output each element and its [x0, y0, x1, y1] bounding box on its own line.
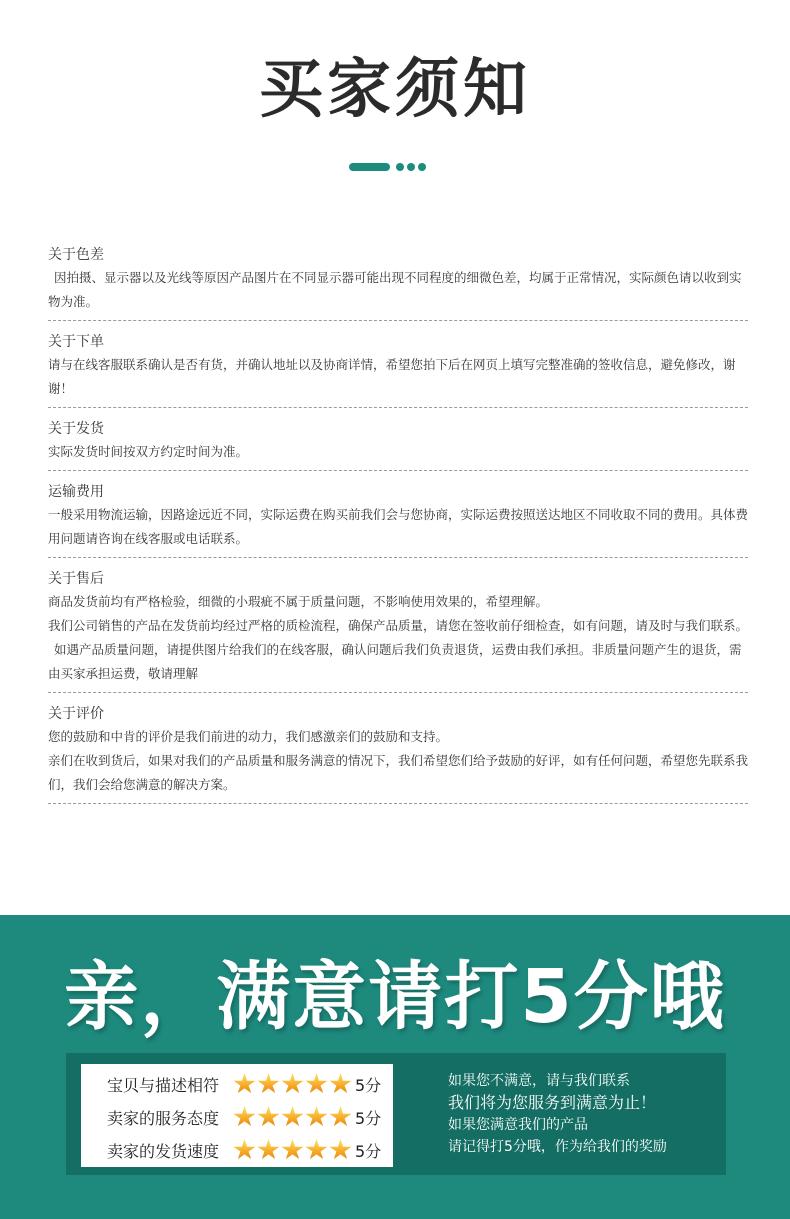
section-title: 关于下单 — [48, 334, 104, 350]
rating-box — [81, 1064, 393, 1167]
star-icon — [281, 1139, 304, 1161]
star-icon — [329, 1073, 352, 1095]
rating-row-delivery — [107, 1137, 381, 1163]
star-icon — [233, 1139, 256, 1161]
star-icon — [281, 1073, 304, 1095]
rating-label: 卖家的服务态度 — [107, 1108, 220, 1128]
star-icon — [257, 1073, 280, 1095]
star-icon — [257, 1106, 280, 1128]
rating-label: 宝贝与描述相符 — [107, 1075, 220, 1095]
section-title: 关于售后 — [48, 571, 104, 587]
star-icon — [281, 1106, 304, 1128]
star-icon — [233, 1106, 256, 1128]
star-icon — [305, 1106, 328, 1128]
contact-line: 我们将为您服务到满意为止！ — [448, 1093, 657, 1112]
section-title: 关于发货 — [48, 421, 104, 437]
decoration-dot — [396, 163, 404, 171]
section-text: 实际发货时间按双方约定时间为准。 — [48, 444, 249, 459]
section-text: 请与在线客服联系确认是否有货，并确认地址以及协商详情，希望您拍下后在网页上填写完整准确的签收信息，避免修改，谢谢！ — [48, 357, 736, 396]
rating-score: 5分 — [355, 1108, 382, 1128]
section-title: 关于评价 — [48, 706, 104, 722]
star-icon — [329, 1139, 352, 1161]
star-icon — [233, 1073, 256, 1095]
banner-slogan: 亲，满意请打5分哦 — [64, 954, 726, 1040]
section-title: 关于色差 — [48, 247, 104, 263]
contact-line: 如果您不满意，请与我们联系 — [448, 1073, 630, 1089]
contact-line: 如果您满意我们的产品 — [448, 1117, 588, 1133]
section-text: 您的鼓励和中肯的评价是我们前进的动力，我们感激亲们的鼓励和支持。 — [48, 729, 449, 744]
notice-freight — [48, 481, 748, 558]
decoration-dot — [418, 163, 426, 171]
section-text: 如遇产品质量问题，请提供图片给我们的在线客服，确认问题后我们负责退货，运费由我们承担。非质量问题产生的退货，需由买家承担运费，敬请理解 — [48, 642, 742, 681]
rating-row-service — [107, 1104, 381, 1130]
star-icon — [329, 1106, 352, 1128]
section-text: 商品发货前均有严格检验，细微的小瑕疵不属于质量问题，不影响使用效果的，希望理解。 — [48, 594, 549, 609]
contact-message — [448, 1070, 718, 1158]
rating-score: 5分 — [355, 1075, 382, 1095]
notice-list — [48, 244, 748, 804]
decoration-bar — [349, 163, 390, 171]
star-rating — [233, 1106, 353, 1128]
notice-color-difference — [48, 244, 748, 321]
section-text: 一般采用物流运输，因路途远近不同，实际运费在购买前我们会与您协商，实际运费按照送达地区不同收取不同的费用。具体费用问题请咨询在线客服或电话联系。 — [48, 507, 749, 546]
header — [0, 0, 790, 230]
star-rating — [233, 1073, 353, 1095]
section-text: 因拍摄、显示器以及光线等原因产品图片在不同显示器可能出现不同程度的细微色差，均属于正常情况，实际颜色请以收到实物为准。 — [48, 270, 742, 309]
notice-reviews — [48, 703, 748, 804]
decoration-dot — [407, 163, 415, 171]
notice-shipping — [48, 418, 748, 471]
star-icon — [305, 1139, 328, 1161]
notice-after-sales — [48, 568, 748, 693]
section-title: 运输费用 — [48, 484, 104, 500]
section-text: 我们公司销售的产品在发货前均经过严格的质检流程，确保产品质量，请您在签收前仔细检查，如有问题，请及时与我们联系。 — [48, 618, 749, 633]
section-text: 亲们在收到货后，如果对我们的产品质量和服务满意的情况下，我们希望您们给予鼓励的好评，如有任何问题，希望您先联系我们，我们会给您满意的解决方案。 — [48, 753, 749, 792]
rating-score: 5分 — [355, 1141, 382, 1161]
page-title: 买家须知 — [259, 53, 531, 127]
rating-row-description — [107, 1071, 381, 1097]
notice-ordering — [48, 331, 748, 408]
star-icon — [305, 1073, 328, 1095]
star-rating — [233, 1139, 353, 1161]
star-icon — [257, 1139, 280, 1161]
contact-line: 请记得打5分哦，作为给我们的奖励 — [448, 1139, 667, 1155]
rating-label: 卖家的发货速度 — [107, 1141, 220, 1161]
